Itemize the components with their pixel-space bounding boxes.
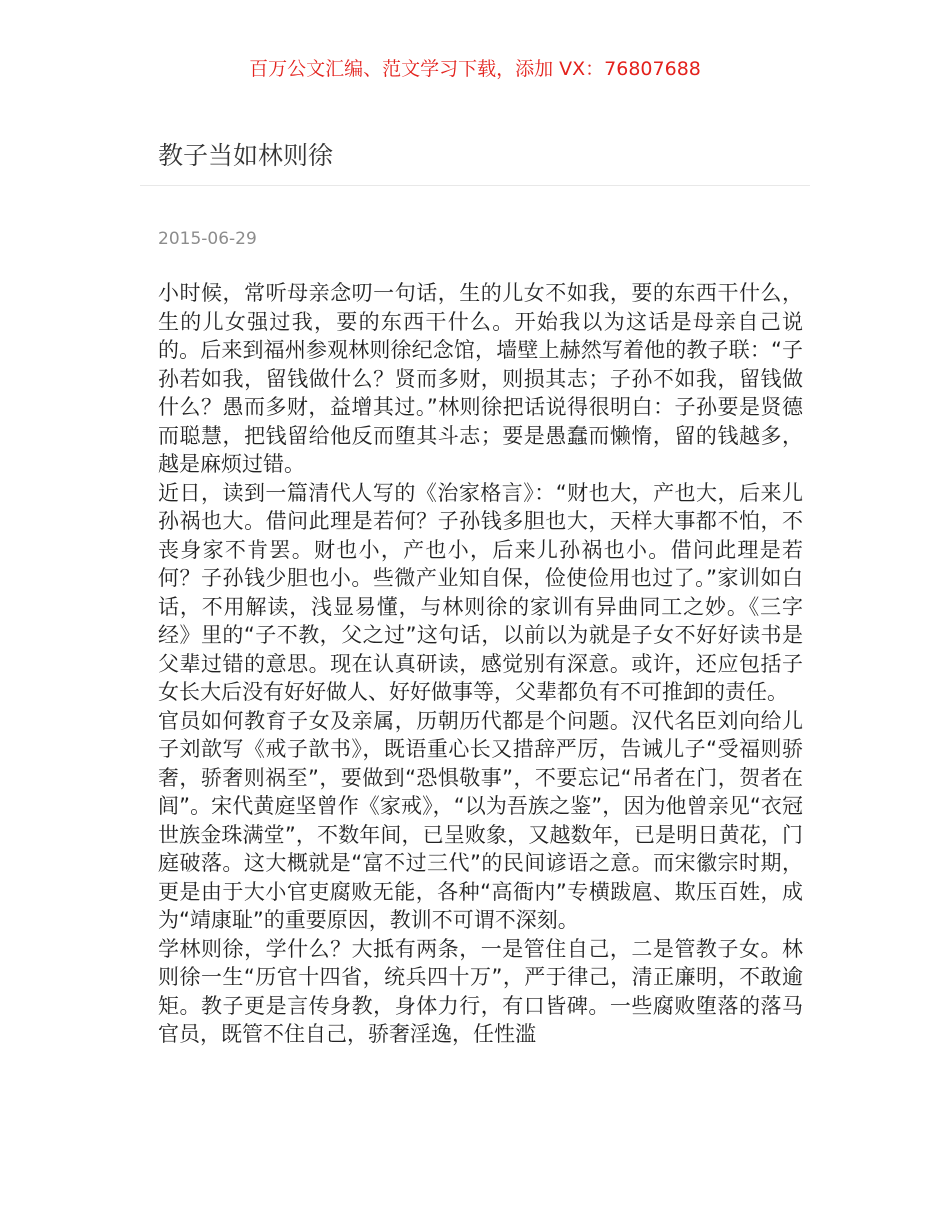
page-title: 教子当如林则徐 xyxy=(158,141,334,170)
article-paragraph: 官员如何教育子女及亲属，历朝历代都是个问题。汉代名臣刘向给儿子刘歆写《戒子歆书》，既语重心长又措辞严厉，告诫儿子“受福则骄奢，骄奢则祸至”，要做到“恐惧敬事”，不要忘记“吊者在门，贺者在闾”。宋代黄庭坚曾作《家戒》，“以为吾族之鉴”，因为他曾亲见“衣冠世族金珠满堂”，不数年间，已呈败象，又越数年，已是明日黄花，门庭破落。这大概就是“富不过三代”的民间谚语之意。而宋徽宗时期，更是由于大小官吏腐败无能，各种“高衙内”专横跋扈、欺压百姓，成为“靖康耻”的重要原因，教训不可谓不深刻。 xyxy=(158,708,803,932)
article-paragraph: 近日，读到一篇清代人写的《治家格言》：“财也大，产也大，后来儿孙祸也大。借问此理是若何？子孙钱多胆也大，天样大事都不怕，不丧身家不肯罢。财也小，产也小，后来儿孙祸也小。借问此理是若何？子孙钱少胆也小。些微产业知自保，俭使俭用也过了。”家训如白话，不用解读，浅显易懂，与林则徐的家训有异曲同工之妙。《三字经》里的“子不教，父之过”这句话，以前以为就是子女不好好读书是父辈过错的意思。现在认真研读，感觉别有深意。或许，还应包括子女长大后没有好好做人、好好做事等，父辈都负有不可推卸的责任。 xyxy=(158,480,803,704)
promo-banner: 百万公文汇编、范文学习下载，添加 VX：76807688 xyxy=(249,58,701,80)
article-paragraph: 小时候，常听母亲念叨一句话，生的儿女不如我，要的东西干什么，生的儿女强过我，要的东西干什么。开始我以为这话是母亲自己说的。后来到福州参观林则徐纪念馆，墙壁上赫然写着他的教子联：“子孙若如我，留钱做什么？贤而多财，则损其志；子孙不如我，留钱做什么？愚而多财，益增其过。”林则徐把话说得很明白：子孙要是贤德而聪慧，把钱留给他反而堕其斗志；要是愚蠢而懒惰，留的钱越多，越是麻烦过错。 xyxy=(158,281,803,476)
article-paragraph: 学林则徐，学什么？大抵有两条，一是管住自己，二是管教子女。林则徐一生“历官十四省，统兵四十万”，严于律己，清正廉明，不敢逾矩。教子更是言传身教，身体力行，有口皆碑。一些腐败堕落的落马官员，既管不住自己，骄奢淫逸，任性滥 xyxy=(158,936,803,1046)
publish-date: 2015-06-29 xyxy=(158,229,257,249)
article-body xyxy=(158,279,803,1109)
title-divider xyxy=(140,185,810,186)
